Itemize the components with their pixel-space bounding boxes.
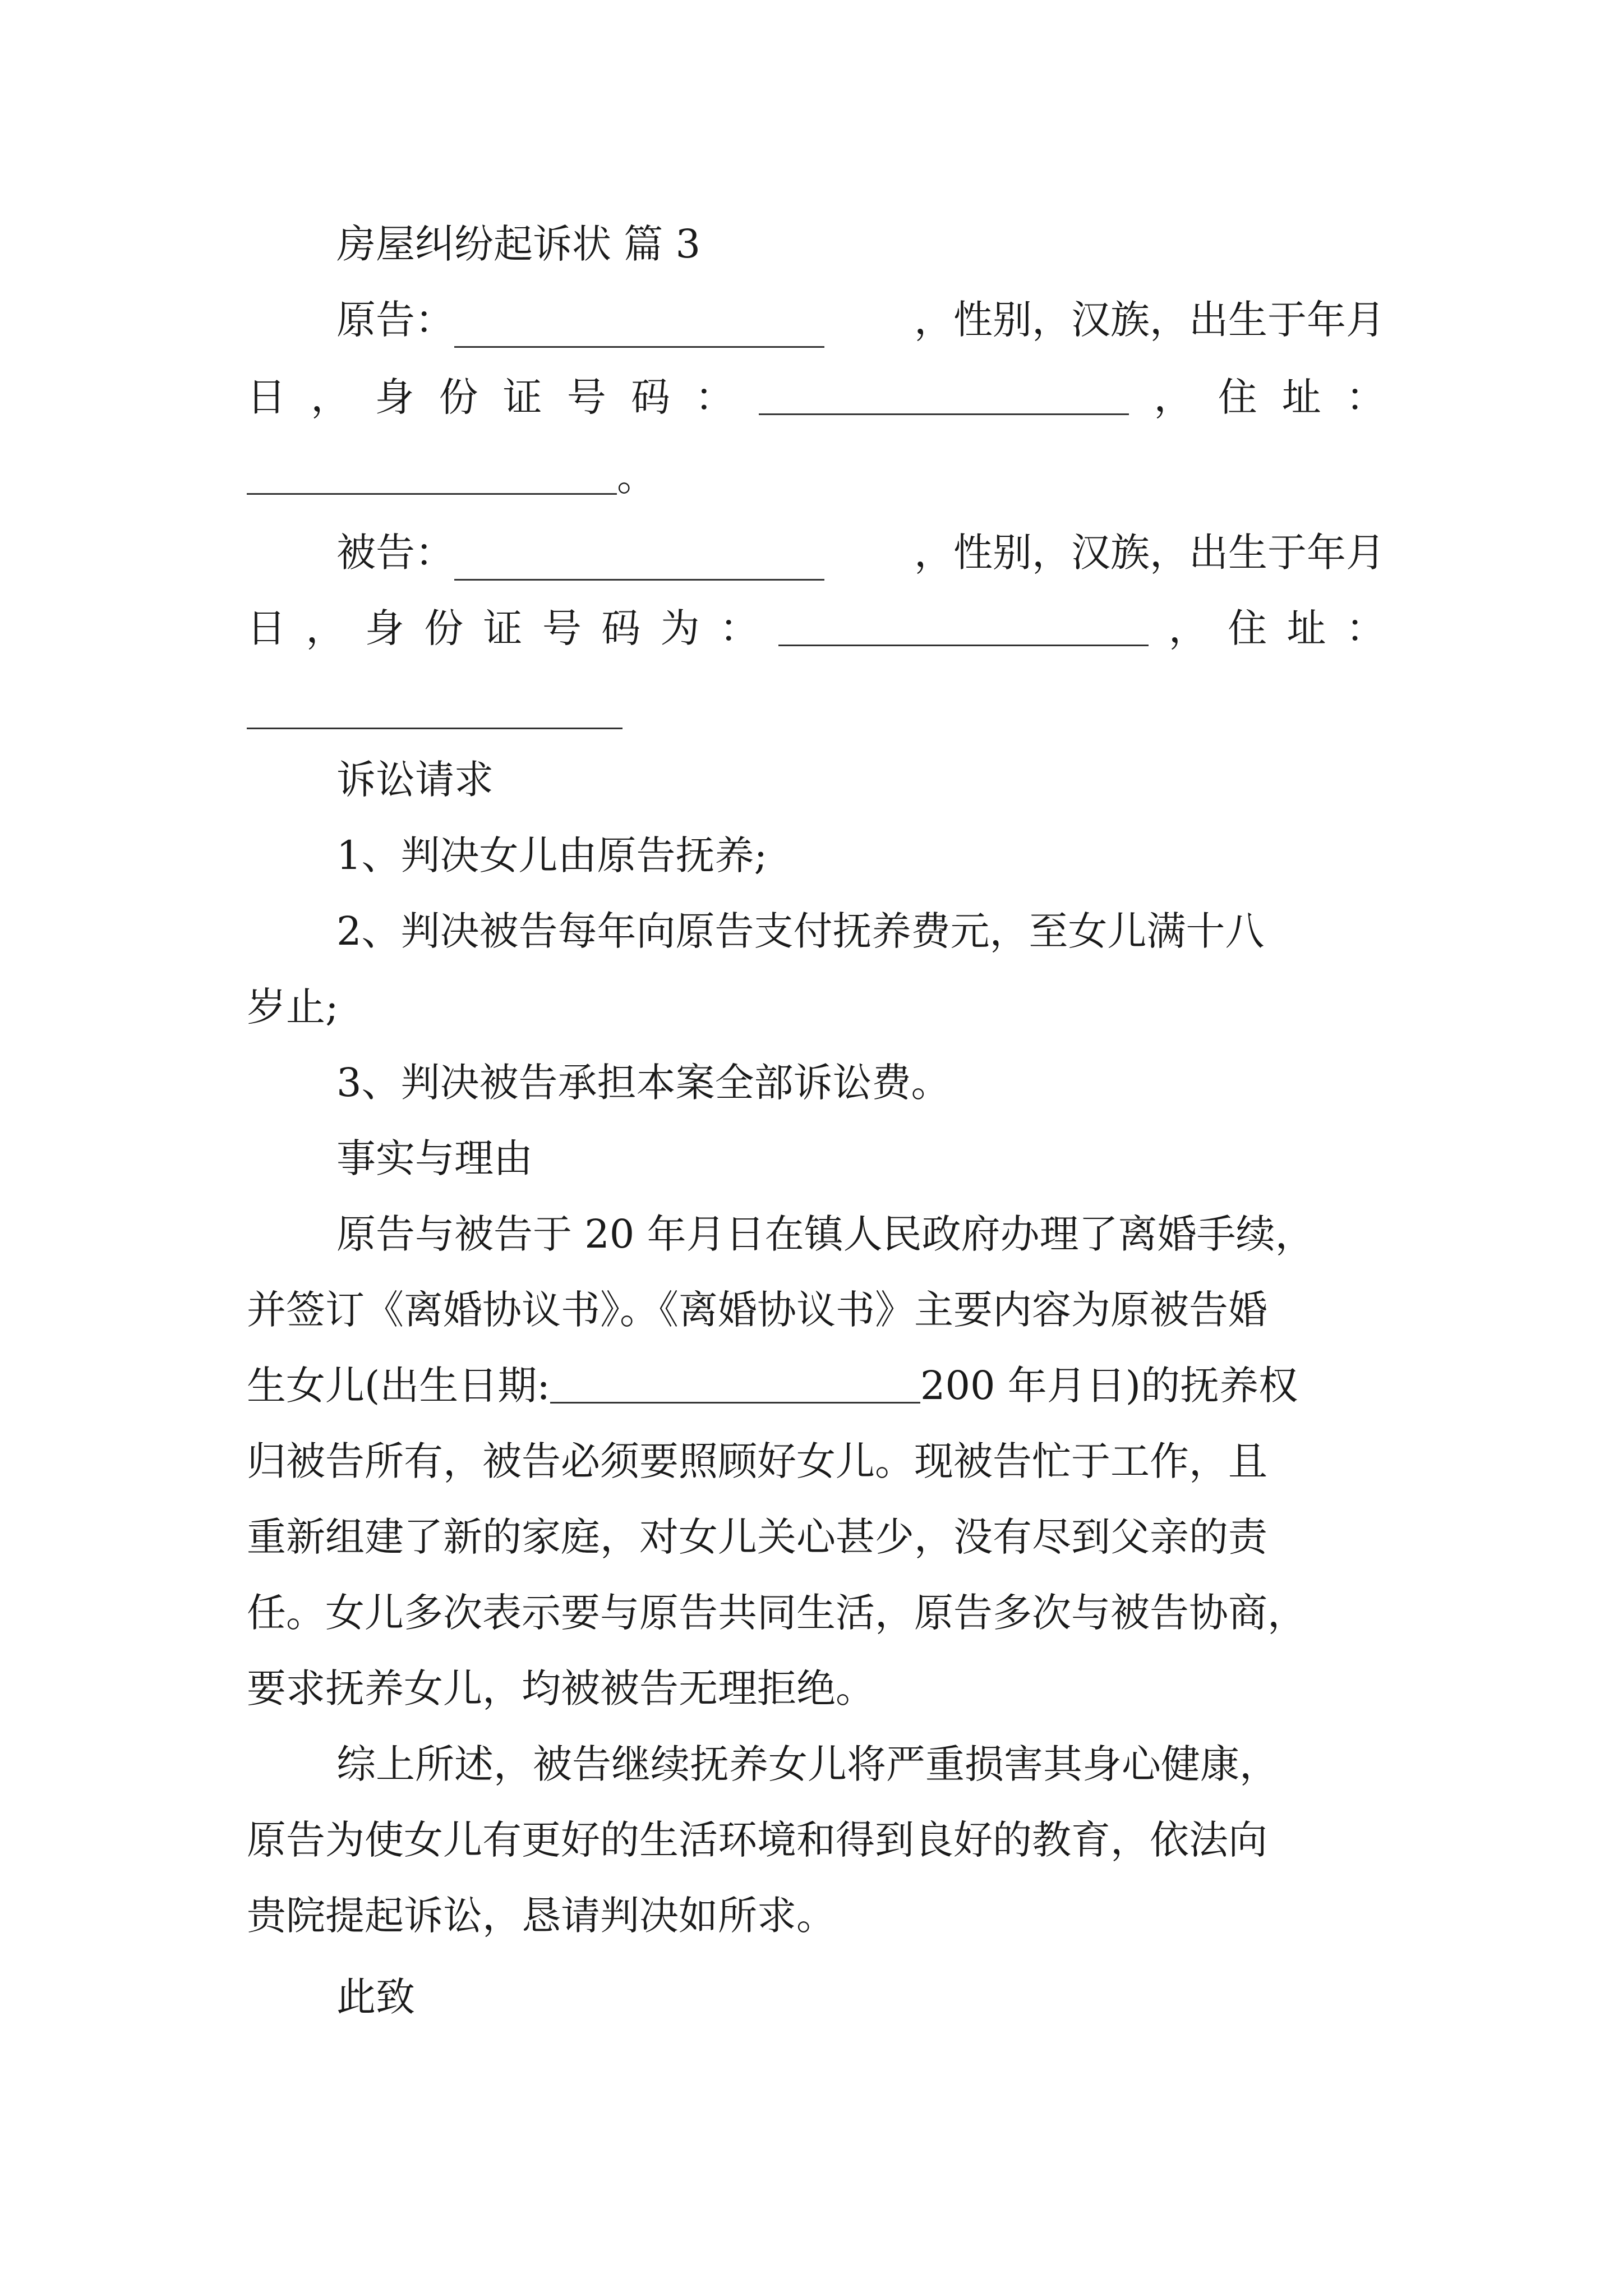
facts-p1-line-4: 归被告所有，被告必须要照顾好女儿。现被告忙于工作，且 bbox=[247, 1438, 1267, 1484]
text-char: 日 bbox=[247, 374, 286, 420]
defendant-address-blank bbox=[247, 694, 623, 729]
facts-p2-line-2: 原告为使女儿有更好的生活环境和得到良好的教育，依法向 bbox=[247, 1817, 1267, 1863]
text-char: 码 bbox=[601, 605, 641, 651]
text-char: ， bbox=[311, 374, 351, 420]
facts-p1-line-5: 重新组建了新的家庭，对女儿关心甚少，没有尽到父亲的责 bbox=[247, 1514, 1267, 1560]
text-char: 日 bbox=[247, 605, 286, 651]
facts-p1-line-2: 并签订《离婚协议书》。《离婚协议书》主要内容为原被告婚 bbox=[247, 1287, 1267, 1333]
text-char: ： bbox=[1345, 374, 1385, 420]
plaintiff-line-2 bbox=[247, 369, 1385, 425]
plaintiff-label: 原告： bbox=[336, 297, 454, 343]
text-char: 身 bbox=[375, 374, 414, 420]
facts-p1-line-6: 任。女儿多次表示要与原告共同生活，原告多次与被告协商， bbox=[247, 1590, 1307, 1636]
facts-p2-line-1: 综上所述，被告继续抚养女儿将严重损害其身心健康， bbox=[336, 1741, 1279, 1787]
text-char: 。 bbox=[617, 454, 656, 500]
text-char: 码 bbox=[630, 374, 670, 420]
text-char: 份 bbox=[439, 374, 478, 420]
facts-p1-line-1: 原告与被告于 20 年月日在镇人民政府办理了离婚手续， bbox=[336, 1211, 1315, 1257]
document-title: 房屋纠纷起诉状 篇 3 bbox=[336, 221, 701, 267]
text-char: 址 bbox=[1287, 605, 1326, 651]
text-char: 证 bbox=[483, 605, 523, 651]
defendant-line-1 bbox=[336, 524, 1385, 581]
facts-heading: 事实与理由 bbox=[336, 1135, 533, 1181]
text-char: 号 bbox=[566, 374, 606, 420]
text-char: 址 bbox=[1281, 374, 1321, 420]
plaintiff-id-blank bbox=[759, 380, 1129, 415]
text-char: 住 bbox=[1218, 374, 1257, 420]
plaintiff-line-3 bbox=[247, 449, 1385, 505]
text-char: ， bbox=[1168, 605, 1208, 651]
birth-date-prefix: 生女儿(出生日期: bbox=[247, 1363, 550, 1409]
claim-item-3: 3、判决被告承担本案全部诉讼费。 bbox=[336, 1060, 951, 1106]
text-char: 证 bbox=[502, 374, 542, 420]
closing-salutation: 此致 bbox=[336, 1974, 415, 2020]
claim-item-1: 1、判决女儿由原告抚养; bbox=[336, 832, 768, 878]
text-char: ， bbox=[306, 605, 345, 651]
text-char: 份 bbox=[424, 605, 464, 651]
text-char: ： bbox=[695, 374, 735, 420]
plaintiff-line-1-tail: ，性别，汉族，出生于年月 bbox=[914, 297, 1385, 343]
facts-p2-line-3: 贵院提起诉讼，恳请判决如所求。 bbox=[247, 1893, 836, 1939]
claims-heading: 诉讼请求 bbox=[336, 757, 494, 803]
defendant-line-1-tail: ，性别，汉族，出生于年月 bbox=[914, 530, 1385, 576]
birth-date-suffix: 200 年月日)的抚养权 bbox=[920, 1363, 1298, 1409]
text-char: 身 bbox=[365, 605, 404, 651]
text-char: 号 bbox=[542, 605, 582, 651]
facts-p1-line-7: 要求抚养女儿，均被被告无理拒绝。 bbox=[247, 1665, 875, 1711]
defendant-line-2 bbox=[247, 600, 1385, 656]
text-char: ， bbox=[1154, 374, 1193, 420]
defendant-id-blank bbox=[778, 611, 1149, 646]
plaintiff-line-1 bbox=[336, 292, 1385, 348]
birth-date-blank bbox=[550, 1368, 920, 1404]
text-char: ： bbox=[720, 605, 759, 651]
claim-item-2-line-2: 岁止; bbox=[247, 984, 339, 1030]
claim-item-2-line-1: 2、判决被告每年向原告支付抚养费元，至女儿满十八 bbox=[336, 908, 1265, 954]
defendant-line-3 bbox=[247, 683, 1385, 739]
facts-p1-line-3 bbox=[247, 1358, 1385, 1414]
text-char: 为 bbox=[660, 605, 700, 651]
defendant-name-blank bbox=[454, 545, 824, 581]
defendant-label: 被告： bbox=[336, 530, 454, 576]
plaintiff-name-blank bbox=[454, 312, 824, 348]
plaintiff-address-blank bbox=[247, 459, 617, 495]
text-char: ： bbox=[1345, 605, 1385, 651]
text-char: 住 bbox=[1228, 605, 1267, 651]
